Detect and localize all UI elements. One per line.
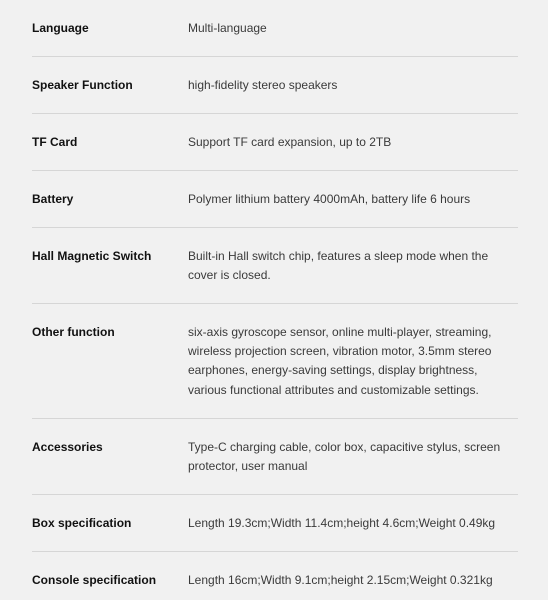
spec-row-hall-magnetic-switch: [32, 228, 518, 304]
spec-value: Length 16cm;Width 9.1cm;height 2.15cm;Weight 0.321kg: [188, 573, 493, 587]
spec-row-language: [32, 0, 518, 57]
spec-value: Type-C charging cable, color box, capacitive stylus, screen protector, user manual: [188, 440, 501, 474]
specification-table: [32, 0, 518, 600]
spec-row-speaker-function: [32, 57, 518, 114]
spec-value: Multi-language: [188, 21, 267, 35]
spec-label: Speaker Function: [32, 78, 133, 92]
spec-value: Polymer lithium battery 4000mAh, battery life 6 hours: [188, 192, 471, 206]
spec-value: Length 19.3cm;Width 11.4cm;height 4.6cm;Weight 0.49kg: [188, 516, 496, 530]
spec-row-other-function: [32, 304, 518, 419]
spec-label: Console specification: [32, 573, 157, 587]
spec-label: Language: [32, 21, 89, 35]
spec-row-tf-card: [32, 114, 518, 171]
spec-value: six-axis gyroscope sensor, online multi-player, streaming, wireless projection screen, vibration motor, 3.5mm stereo earphones, energy-saving settings, display brightness, various functional attributes and customizable settings.: [188, 325, 492, 397]
spec-label: TF Card: [32, 135, 78, 149]
spec-label: Hall Magnetic Switch: [32, 249, 152, 263]
spec-label: Box specification: [32, 516, 132, 530]
spec-value: high-fidelity stereo speakers: [188, 78, 338, 92]
spec-label: Other function: [32, 325, 115, 339]
spec-row-battery: [32, 171, 518, 228]
spec-row-accessories: [32, 419, 518, 495]
spec-label: Battery: [32, 192, 74, 206]
spec-value: Support TF card expansion, up to 2TB: [188, 135, 392, 149]
spec-row-console-specification: [32, 552, 518, 600]
spec-row-box-specification: [32, 495, 518, 552]
spec-label: Accessories: [32, 440, 103, 454]
spec-value: Built-in Hall switch chip, features a sleep mode when the cover is closed.: [188, 249, 489, 283]
